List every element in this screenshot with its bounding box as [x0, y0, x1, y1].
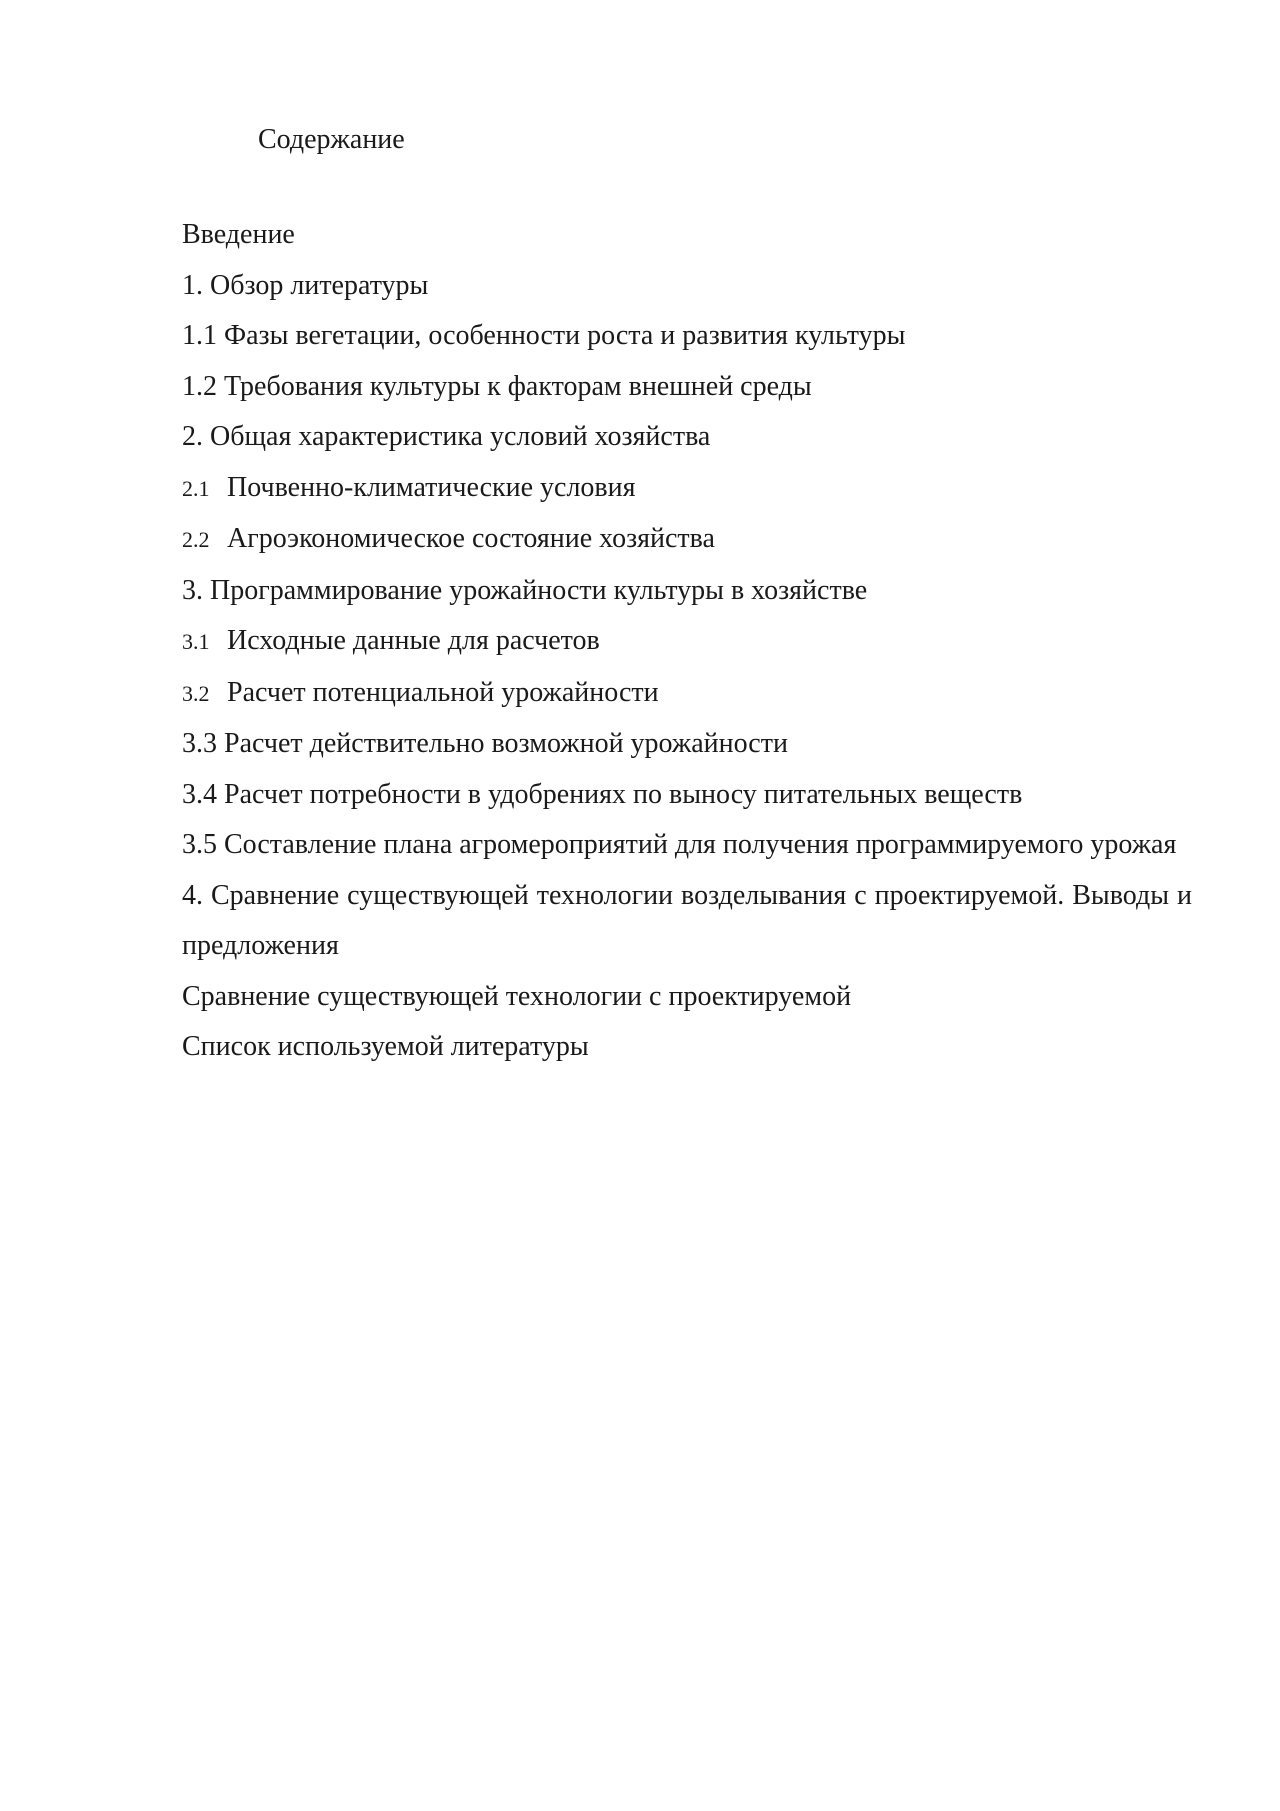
toc-entry-text: Агроэкономическое состояние хозяйства [227, 523, 715, 554]
toc-entry-3-3[interactable] [182, 719, 1192, 770]
toc-entry-4[interactable] [182, 871, 1192, 972]
toc-list [182, 210, 1192, 1073]
toc-entry-text: 3.5 Составление плана агромероприятий для получения программируемого урожая [182, 829, 1177, 860]
toc-entry-bibliography[interactable] [182, 1022, 1192, 1073]
toc-entry-2[interactable] [182, 412, 1192, 463]
toc-entry-1-2[interactable] [182, 362, 1192, 413]
toc-entry-text: 1. Обзор литературы [182, 269, 429, 301]
toc-entry-text: 3.3 Расчет действительно возможной урожайности [182, 728, 788, 759]
toc-entry-1[interactable] [182, 261, 1192, 312]
toc-entry-text: 3.4 Расчет потребности в удобрениях по выносу питательных веществ [182, 778, 1023, 810]
toc-entry-3-5[interactable] [182, 820, 1192, 871]
toc-entry-text: 4. Сравнение существующей технологии возделывания с проектируемой. Выводы и предложения [182, 879, 1192, 961]
toc-entry-text: Список используемой литературы [182, 1031, 589, 1062]
toc-entry-3-1[interactable] [182, 616, 1192, 668]
toc-entry-number: 3.1 [182, 629, 210, 654]
toc-entry-3-4[interactable] [182, 770, 1192, 821]
toc-entry-text: 3. Программирование урожайности культуры в хозяйстве [182, 574, 868, 606]
toc-entry-comparison[interactable] [182, 972, 1192, 1023]
toc-title: Содержание [258, 124, 405, 155]
toc-entry-text: Сравнение существующей технологии с проектируемой [182, 980, 852, 1012]
toc-entry-number: 3.2 [182, 680, 210, 706]
toc-entry-introduction[interactable] [182, 210, 1192, 261]
toc-entry-text: 1.2 Требования культуры к факторам внешней среды [182, 370, 812, 402]
toc-entry-2-1[interactable] [182, 463, 1192, 515]
toc-entry-2-2[interactable] [182, 514, 1192, 566]
toc-entry-text: Расчет потенциальной урожайности [227, 676, 659, 708]
toc-entry-3-2[interactable] [182, 668, 1192, 720]
toc-entry-3[interactable] [182, 566, 1192, 617]
toc-entry-1-1[interactable] [182, 311, 1192, 362]
toc-entry-text: 2. Общая характеристика условий хозяйства [182, 421, 711, 452]
toc-entry-text: Почвенно-климатические условия [227, 471, 636, 503]
toc-entry-number: 2.1 [182, 475, 210, 501]
toc-entry-text: 1.1 Фазы вегетации, особенности роста и развития культуры [182, 320, 906, 351]
toc-entry-text: Исходные данные для расчетов [227, 625, 600, 656]
toc-entry-text: Введение [182, 219, 295, 250]
toc-entry-number: 2.2 [182, 527, 210, 552]
